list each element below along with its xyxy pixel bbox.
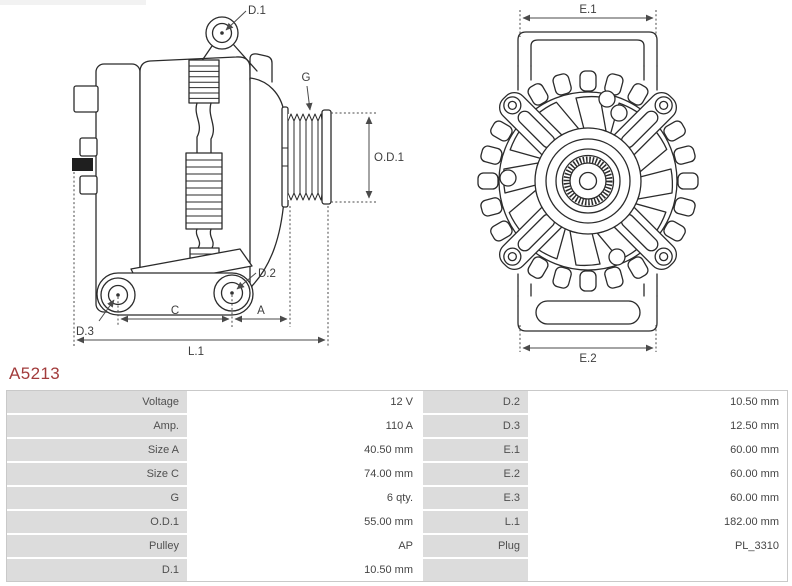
spec-label: Pulley xyxy=(7,535,187,557)
spec-label: Size C xyxy=(7,463,187,485)
spec-label: D.2 xyxy=(423,391,528,413)
spec-label: O.D.1 xyxy=(7,511,187,533)
spec-value: 60.00 mm xyxy=(530,487,787,509)
spec-value: 74.00 mm xyxy=(189,463,421,485)
spec-label: G xyxy=(7,487,187,509)
dim-label-od1: O.D.1 xyxy=(374,152,405,164)
spec-label: D.1 xyxy=(7,559,187,581)
dim-label-c: C xyxy=(170,305,180,317)
spec-value xyxy=(530,559,787,581)
spec-value: 182.00 mm xyxy=(530,511,787,533)
spec-label: Voltage xyxy=(7,391,187,413)
spec-value: 55.00 mm xyxy=(189,511,421,533)
spec-value: AP xyxy=(189,535,421,557)
spec-label: L.1 xyxy=(423,511,528,533)
spec-value: 12.50 mm xyxy=(530,415,787,437)
spec-label: Size A xyxy=(7,439,187,461)
side-view-diagram xyxy=(72,5,404,358)
dim-label-d2: D.2 xyxy=(258,268,276,280)
spec-value: 60.00 mm xyxy=(530,439,787,461)
spec-label: D.3 xyxy=(423,415,528,437)
spec-label: E.3 xyxy=(423,487,528,509)
dim-label-d1: D.1 xyxy=(248,5,266,17)
spec-value: PL_3310 xyxy=(530,535,787,557)
dim-label-e2: E.2 xyxy=(579,353,597,365)
spec-value: 10.50 mm xyxy=(530,391,787,413)
spec-label: Plug xyxy=(423,535,528,557)
spec-value: 10.50 mm xyxy=(189,559,421,581)
spec-label xyxy=(423,559,528,581)
dim-label-l1: L.1 xyxy=(188,346,204,358)
dim-label-e1: E.1 xyxy=(579,4,597,16)
spec-value: 6 qty. xyxy=(189,487,421,509)
part-code: A5213 xyxy=(9,364,61,383)
dim-label-a: A xyxy=(257,305,265,317)
spec-table xyxy=(6,390,788,582)
spec-value: 40.50 mm xyxy=(189,439,421,461)
front-view-diagram xyxy=(478,4,698,365)
spec-label: E.2 xyxy=(423,463,528,485)
spec-value: 12 V xyxy=(189,391,421,413)
dim-label-g: G xyxy=(301,72,311,84)
terminal-block xyxy=(72,158,93,171)
dim-label-d3: D.3 xyxy=(76,326,94,338)
spec-label: E.1 xyxy=(423,439,528,461)
spec-value: 60.00 mm xyxy=(530,463,787,485)
spec-value: 110 A xyxy=(189,415,421,437)
spec-label: Amp. xyxy=(7,415,187,437)
